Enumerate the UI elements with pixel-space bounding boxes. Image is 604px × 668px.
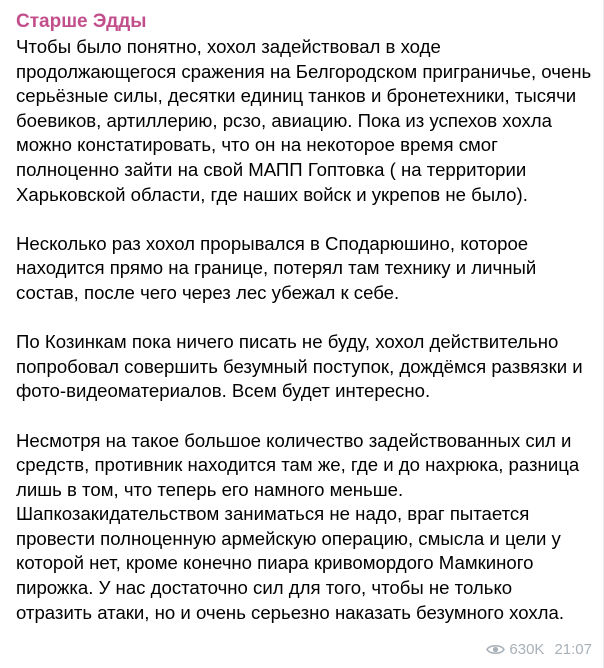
post-paragraph-3: По Козинкам пока ничего писать не буду, хохол действительно попробовал совершить безумный поступок, дождёмся развязки и фото-видеоматериалов. Всем будет интересно. <box>16 331 583 402</box>
post-meta <box>486 641 592 658</box>
post-paragraph-1: Чтобы было понятно, хохол задействовал в ходе продолжающегося сражения на Белгородском приграничье, очень серьёзные силы, десятки единиц танков и бронетехники, тысячи боевиков, артиллерию, рсзо, авиацию. Пока из успехов хохла можно констатировать, что он на некоторое время смог полноценно зайти на свой МАПП Гоптовка ( на территории Харьковской области, где наших войск и укрепов не было). <box>16 36 592 205</box>
post-paragraph-4: Несмотря на такое большое количество задействованных сил и средств, противник находится там же, где и до нахрюка, разница лишь в том, что теперь его намного меньше. Шапкозакидательством заниматься не надо, враг пытается провести полноценную армейскую операцию, смысла и цели у которой нет, кроме конечно пиара кривомордого Мамкиного пирожка. У нас достаточно сил для того, чтобы не только отразить атаки, но и очень серьезно наказать безумного хохла. <box>16 429 580 623</box>
post-time: 21:07 <box>554 641 592 658</box>
channel-name[interactable]: Старше Эдды <box>16 11 147 32</box>
eye-icon <box>486 643 505 656</box>
post-text <box>16 35 592 625</box>
view-count: 630K <box>509 641 545 658</box>
post-paragraph-2: Несколько раз хохол прорывался в Сподарюшино, которое находится прямо на границе, потерял там технику и личный состав, после чего через лес убежал к себе. <box>16 232 537 303</box>
